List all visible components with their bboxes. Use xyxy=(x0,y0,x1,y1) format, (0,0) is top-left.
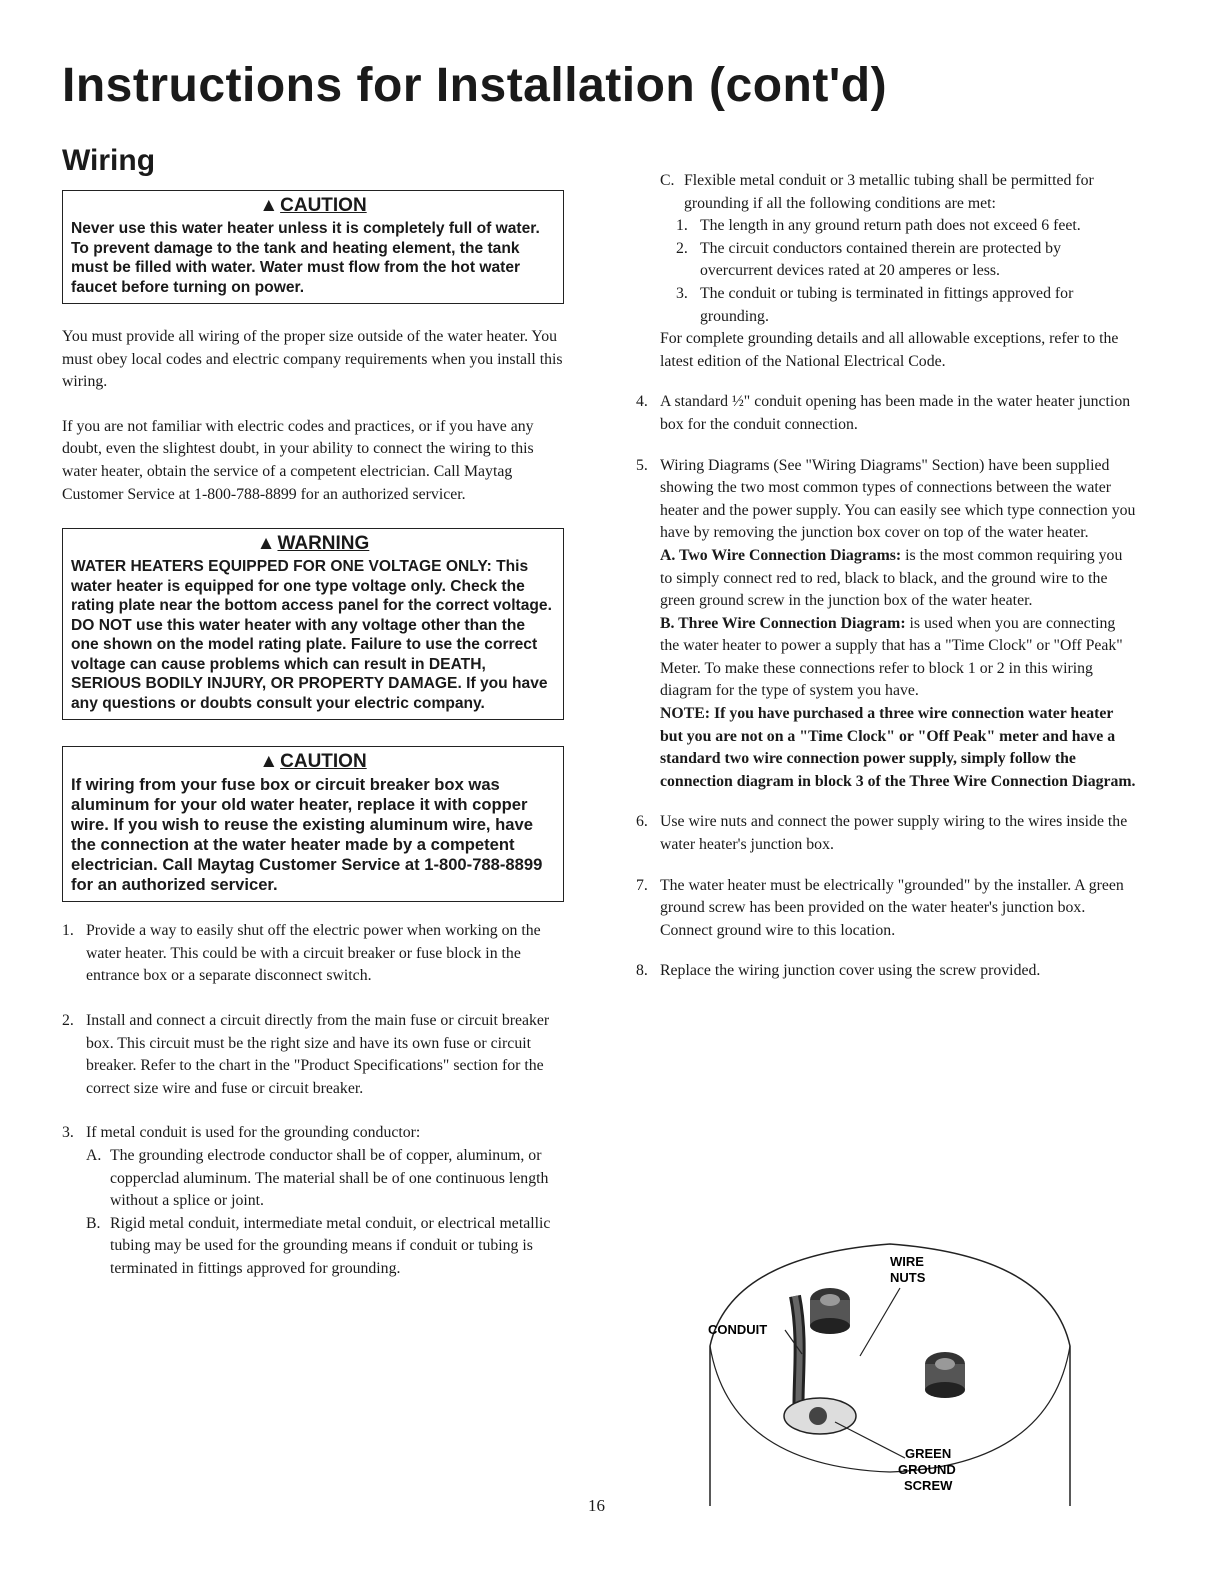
label-screw: SCREW xyxy=(904,1478,953,1493)
caution-text: If wiring from your fuse box or circuit breaker box was aluminum for your old water heater, replace it with copper wire. If you wish to reuse the existing aluminum wire, have the connection at the water heater made by a competent electrician. Call Maytag Customer Service at 1-800-788-8899 for an authorized servicer. xyxy=(71,775,543,895)
warning-box xyxy=(62,528,564,720)
right-column xyxy=(636,170,1136,997)
note-text: NOTE: If you have purchased a three wire connection water heater but you are not on a "Time Clock" or "Off Peak" meter and have a standard two wire connection power supply, simply follow the connection diagram in block 3 of the Three Wire Connection Diagram. xyxy=(660,705,1136,790)
warning-text: WATER HEATERS EQUIPPED FOR ONE VOLTAGE ONLY: This water heater is equipped for one type voltage only. Check the rating plate near the bottom access panel for the correct voltage. DO NOT use this water heater with any voltage other than the one shown on the model rating plate. Failure to use the correct voltage can cause problems which can result in DEATH, SERIOUS BODILY INJURY, OR PROPERTY DAMAGE. If you have any questions or doubts consult your electric company. xyxy=(71,558,552,712)
list-item: 8. Replace the wiring junction cover using the screw provided. xyxy=(636,962,1041,980)
list-item xyxy=(636,170,1136,373)
label-ground: GROUND xyxy=(898,1462,956,1477)
label-conduit: CONDUIT xyxy=(708,1322,768,1337)
sub-item: 1. The length in any ground return path does not exceed 6 feet. xyxy=(676,217,1081,235)
sub-item: 2. The circuit conductors contained therein are protected by overcurrent devices rated at 20 amperes or less. xyxy=(676,239,1061,280)
warning-triangle-icon: ▲ xyxy=(256,533,276,555)
list-item: 5. Wiring Diagrams (See "Wiring Diagrams" Section) have been supplied showing the two most common types of connections between the water heater and the power supply. You can easily see which type connection you have by removing the junction box cover on top of the water heater. A. Two Wire Connection Diagrams: is the most common requiring you to simply connect red to red, black to black, and the ground wire to the green ground screw in the junction box of the water heater. B. Three Wire Connection Diagram: is used when you are connecting the water heater to power a supply that has a "Time Clock" or "Off Peak" Meter. To make these connections refer to block 1 or 2 in this wiring diagram for the type of system you have. NOTE: If you have purchased a three wire connection water heater but you are not on a "Time Clock" or "Off Peak" meter and have a standard two wire connection power supply, simply follow the connection diagram in block 3 of the Three Wire Connection Diagram. xyxy=(636,455,1136,794)
sub-item: 3. The conduit or tubing is terminated in fittings approved for grounding. xyxy=(676,284,1074,325)
caution-heading: ▲ CAUTION xyxy=(259,751,367,773)
left-column xyxy=(62,190,564,1294)
section-title: Wiring xyxy=(62,144,156,177)
caution-box xyxy=(62,190,564,304)
list-item: 4. A standard ½" conduit opening has been made in the water heater junction box for the conduit connection. xyxy=(636,393,1131,433)
page-number: 16 xyxy=(588,1496,605,1515)
caution-box-aluminum xyxy=(62,746,564,902)
warning-triangle-icon: ▲ xyxy=(259,751,279,773)
list-item: 6. Use wire nuts and connect the power supply wiring to the wires inside the water heater's junction box. xyxy=(636,813,1128,854)
warning-triangle-icon: ▲ xyxy=(259,195,279,216)
paragraph: If you are not familiar with electric codes and practices, or if you have any doubt, even the slightest doubt, in your ability to connect the wiring to this water heater, obtain the service of a competent electrician. Call Maytag Customer Service at 1-800-788-8899 for an authorized servicer. xyxy=(62,417,534,503)
sub-item: A. The grounding electrode conductor shall be of copper, aluminum, or copperclad aluminum. The material shall be of one continuous length without a splice or joint. xyxy=(86,1146,549,1210)
water-heater-diagram xyxy=(690,1236,1110,1506)
page-title: Instructions for Installation (cont'd) xyxy=(62,59,888,112)
label-wire: WIRE xyxy=(890,1254,924,1269)
note-text: For complete grounding details and all allowable exceptions, refer to the latest edition of the National Electrical Code. xyxy=(660,330,1119,370)
label-green: GREEN xyxy=(905,1446,952,1461)
label-nuts: NUTS xyxy=(890,1270,926,1285)
caution-heading: ▲ CAUTION xyxy=(259,195,367,216)
list-item: 3. If metal conduit is used for the grounding conductor: A. The grounding electrode conductor shall be of copper, aluminum, or copperclad aluminum. The material shall be of one continuous length without a splice or joint. B. Rigid metal conduit, intermediate metal conduit, or electrical metallic tubing may be used for the grounding means if conduit or tubing is terminated in fittings approved for grounding. xyxy=(62,1122,564,1280)
sub-item: C. Flexible metal conduit or 3 metallic tubing shall be permitted for grounding if all the following conditions are met: xyxy=(660,172,1094,212)
list-item: 1. Provide a way to easily shut off the electric power when working on the water heater. This could be with a circuit breaker or fuse block in the entrance box or a separate disconnect switch. xyxy=(62,922,541,985)
paragraph: You must provide all wiring of the proper size outside of the water heater. You must obey local codes and electric company requirements when you install this wiring. xyxy=(62,328,563,391)
list-item: 2. Install and connect a circuit directly from the main fuse or circuit breaker box. This circuit must be the right size and have its own fuse or circuit breaker. Refer to the chart in the "Product Specifications" section for the correct size wire and fuse or circuit breaker. xyxy=(62,1011,550,1097)
caution-text: Never use this water heater unless it is completely full of water. To prevent damage to the tank and heating element, the tank must be filled with water. Water must flow from the hot water faucet before turning on power. xyxy=(71,220,540,296)
sub-item: B. Rigid metal conduit, intermediate metal conduit, or electrical metallic tubing may be used for the grounding means if conduit or tubing is terminated in fittings approved for grounding. xyxy=(86,1214,551,1277)
list-item: 7. The water heater must be electrically "grounded" by the installer. A green ground screw has been provided on the water heater's junction box. Connect ground wire to this location. xyxy=(636,876,1124,939)
warning-heading: ▲ WARNING xyxy=(256,533,370,555)
